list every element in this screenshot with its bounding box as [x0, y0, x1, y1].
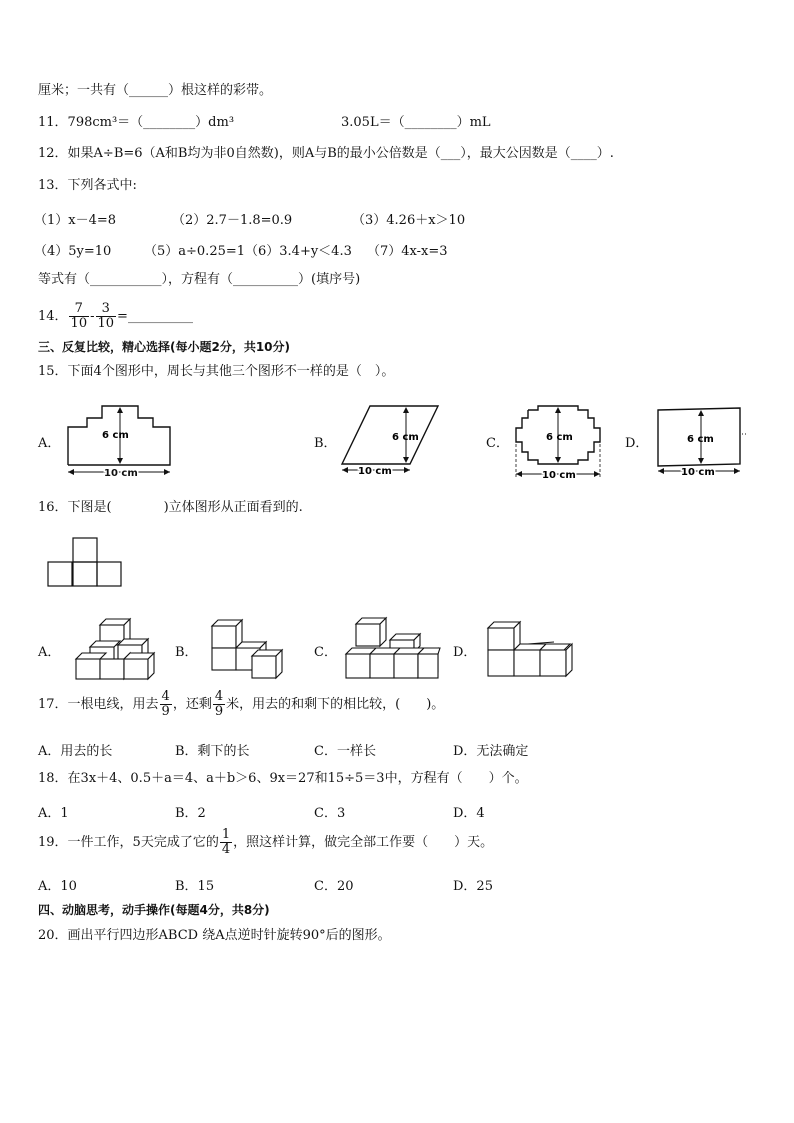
q16-cubes-c [342, 616, 444, 682]
q18-option-b: B．2 [175, 806, 206, 821]
q16: 16．下图是( )立体图形从正面看到的. [38, 500, 303, 515]
section-4-heading: 四、动脑思考，动手操作(每题4分，共8分) [38, 903, 270, 917]
q14-fraction-2: $\frac{3}{10}$ [97, 301, 115, 331]
q16-front-view [47, 537, 127, 589]
q15-figure-c [508, 402, 608, 484]
q19-option-b: B．15 [175, 879, 215, 894]
q15-d-width-label: 10 cm [681, 467, 715, 478]
q16-cubes-b [208, 618, 300, 682]
q15-option-d: D． [625, 436, 649, 451]
section-3-heading: 三、反复比较，精心选择(每小题2分，共10分) [38, 340, 291, 354]
q17: 17．一根电线，用去 $\frac{4}{9}$ ，还剩 $\frac{4}{9}$ 米，用去的和剩下的相比较，( )。 [38, 689, 445, 719]
q17-option-a: A．用去的长 [38, 744, 113, 759]
q17-option-d: D．无法确定 [453, 744, 529, 759]
q18-option-a: A．1 [38, 806, 69, 821]
q15-figure-b [336, 402, 446, 477]
q15-b-width-label: 10 cm [358, 466, 392, 477]
q16-cubes-d [484, 618, 578, 682]
q16-cubes-a [72, 615, 164, 681]
q16-option-a: A． [38, 645, 61, 660]
q13-expr-3: （3）4.26＋x＞10 [352, 213, 466, 228]
q19-option-c: C．20 [314, 879, 354, 894]
q15-figure-a [62, 402, 177, 477]
q18: 18．在3x＋4、0.5＋a＝4、a＋b＞6、9x＝27和15÷5＝3中，方程有（ ）个。 [38, 771, 528, 786]
q17-fraction-1: $\frac{4}{9}$ [161, 689, 170, 719]
q13-title: 13．下列各式中: [38, 178, 137, 193]
q16-option-c: C． [314, 645, 337, 660]
q15-a-width-label: 10 cm [104, 468, 138, 479]
q19-fraction: $\frac{1}{4}$ [221, 827, 231, 857]
q15-b-height-label: 6 cm [392, 432, 419, 443]
q14-number: 14． [38, 309, 68, 324]
q20: 20．画出平行四边形ABCD 绕A点逆时针旋转90°后的图形。 [38, 928, 391, 943]
q15-a-height-label: 6 cm [102, 430, 129, 441]
q13-expr-6: （6）3.4+y＜4.3 [245, 244, 352, 259]
q15-c-width-label: 10 cm [542, 470, 576, 481]
q10-tail: 厘米；一共有（______）根这样的彩带。 [38, 83, 273, 98]
q19-option-d: D．25 [453, 879, 493, 894]
q11-part1: 11．798cm³＝（________）dm³ [38, 115, 235, 130]
q11-part2: 3.05L＝（________）mL [341, 115, 491, 130]
q18-option-c: C．3 [314, 806, 346, 821]
q15-option-c: C． [486, 436, 509, 451]
q16-option-b: B． [175, 645, 198, 660]
q15-c-height-label: 6 cm [546, 432, 573, 443]
q13-expr-1: （1）x－4=8 [34, 213, 117, 228]
q13-expr-7: （7）4x-x=3 [367, 244, 448, 259]
q13-expr-4: （4）5y=10 [34, 244, 112, 259]
q15: 15．下面4个图形中，周长与其他三个图形不一样的是（ ）。 [38, 364, 395, 379]
q17-option-b: B．剩下的长 [175, 744, 250, 759]
q16-option-d: D． [453, 645, 477, 660]
q12: 12．如果A÷B=6（A和B均为非0自然数)，则A与B的最小公倍数是（___），最大公因数是（____）. [38, 146, 614, 161]
q14-fraction-1: $\frac{7}{10}$ [70, 301, 88, 331]
q19-option-a: A．10 [38, 879, 77, 894]
q18-option-d: D．4 [453, 806, 485, 821]
q13-expr-5: （5）a÷0.25=1 [144, 244, 246, 259]
q15-option-b: B． [314, 436, 337, 451]
q15-option-a: A． [38, 436, 61, 451]
q15-figure-d [654, 404, 749, 479]
q15-d-height-label: 6 cm [687, 434, 714, 445]
q13-answer-line: 等式有（___________），方程有（__________）(填序号) [38, 272, 361, 287]
q14: 14． $\frac{7}{10}$ - $\frac{3}{10}$ =__________ [38, 301, 193, 331]
q17-option-c: C．一样长 [314, 744, 376, 759]
q19: 19．一件工作，5天完成了它的 $\frac{1}{4}$ ，照这样计算，做完全部工作要（ ）天。 [38, 827, 494, 857]
q13-expr-2: （2）2.7－1.8=0.9 [172, 213, 293, 228]
q17-fraction-2: $\frac{4}{9}$ [214, 689, 224, 719]
